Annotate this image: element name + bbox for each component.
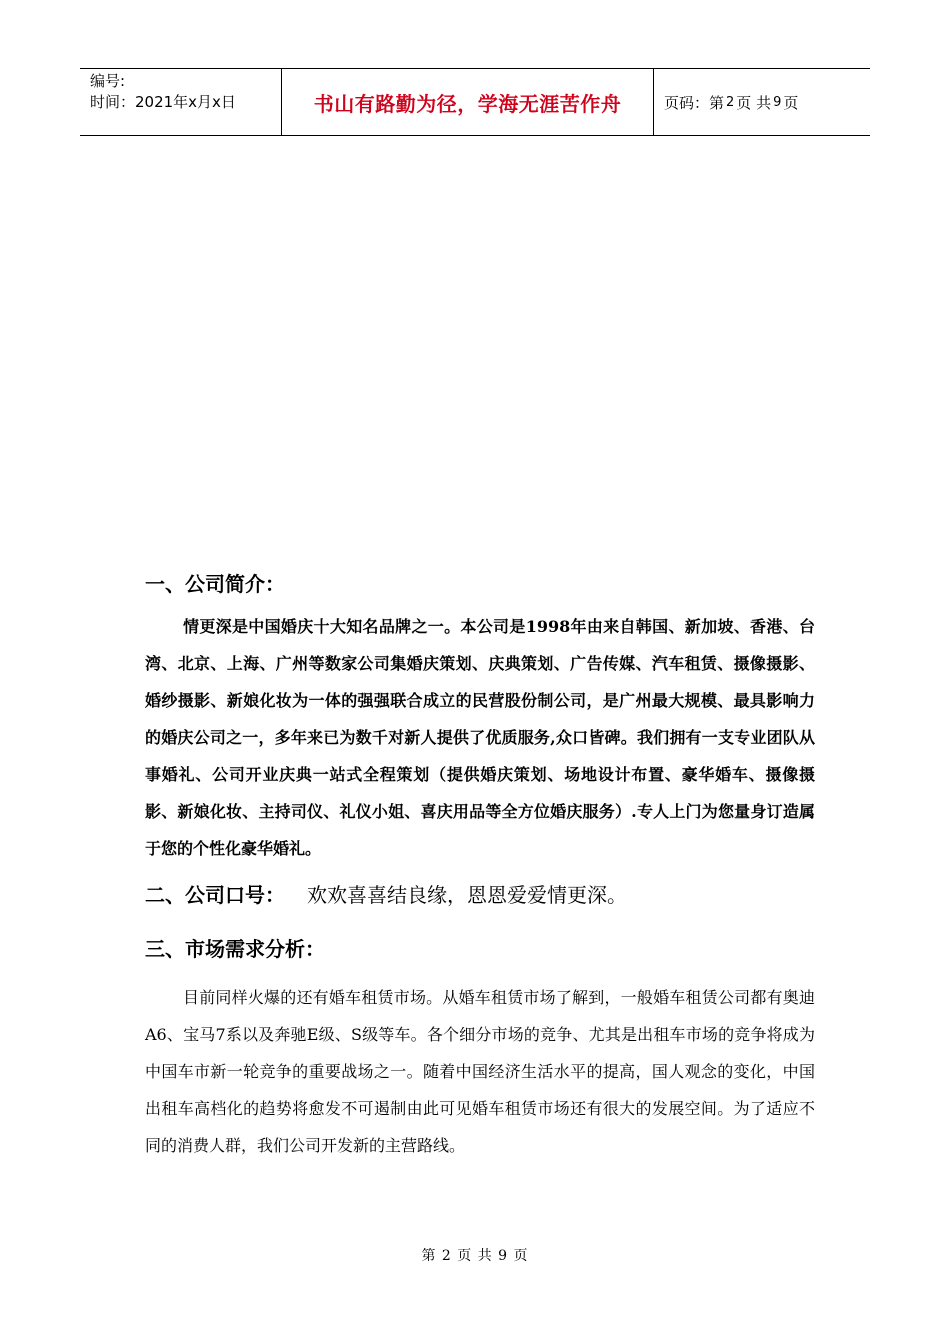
section-heading-market: 三、市场需求分析： — [145, 937, 325, 961]
header-table — [80, 68, 870, 136]
intro-paragraph — [145, 608, 815, 867]
header-motto: 书山有路勤为径，学海无涯苦作舟 — [281, 69, 654, 135]
page-suffix: 页 — [783, 93, 799, 112]
section-heading-slogan: 二、公司口号： — [145, 883, 285, 907]
page-mid: 页 共 — [736, 93, 772, 112]
document-time-label: 时间：2021年x月x日 — [90, 93, 236, 111]
page-footer: 第 2 页 共 9 页 — [421, 1248, 529, 1264]
page-total: 9 — [773, 94, 782, 110]
page-prefix: 页码：第 — [664, 93, 725, 112]
market-paragraph: 目前同样火爆的还有婚车租赁市场。从婚车租赁市场了解到，一般婚车租赁公司都有奥迪A6、宝马7系以及奔驰E级、S级等车。各个细分市场的竞争、尤其是出租车市场的竞争将成为中国车市新一轮竞争的重要战场之一。随着中国经济生活水平的提高，国人观念的变化，中国出租车高档化的趋势将愈发不可遏制由此可见婚车租赁市场还有很大的发展空间。为了适应不同的消费人群，我们公司开发新的主营路线。 — [145, 988, 815, 1155]
section-heading-intro: 一、公司简介： — [145, 572, 285, 596]
document-body — [145, 568, 815, 1164]
page-current: 2 — [726, 94, 735, 110]
header-meta — [80, 69, 281, 135]
header-page-indicator — [654, 69, 870, 135]
intro-body: 是中国婚庆十大知名品牌之一。本公司是1998年由来自韩国、新加坡、香港、台湾、北京、上海、广州等数家公司集婚庆策划、庆典策划、广告传媒、汽车租赁、摄像摄影、婚纱摄影、新娘化妆为一体的强强联合成立的民营股份制公司，是广州最大规模、最具影响力的婚庆公司之一，多年来已为数千对新人提供了优质服务,众口皆碑。我们拥有一支专业团队从事婚礼、公司开业庆典一站式全程策划（提供婚庆策划、场地设计布置、豪华婚车、摄像摄影、新娘化妆、主持司仪、礼仪小姐、喜庆用品等全方位婚庆服务）.专人上门为您量身订造属于您的个性化豪华婚礼。 — [145, 617, 815, 858]
document-number-label: 编号: — [90, 72, 126, 90]
brand-name: 情更深 — [183, 617, 232, 636]
slogan-row — [145, 879, 815, 911]
slogan-text: 欢欢喜喜结良缘，恩恩爱爱情更深。 — [307, 883, 627, 907]
